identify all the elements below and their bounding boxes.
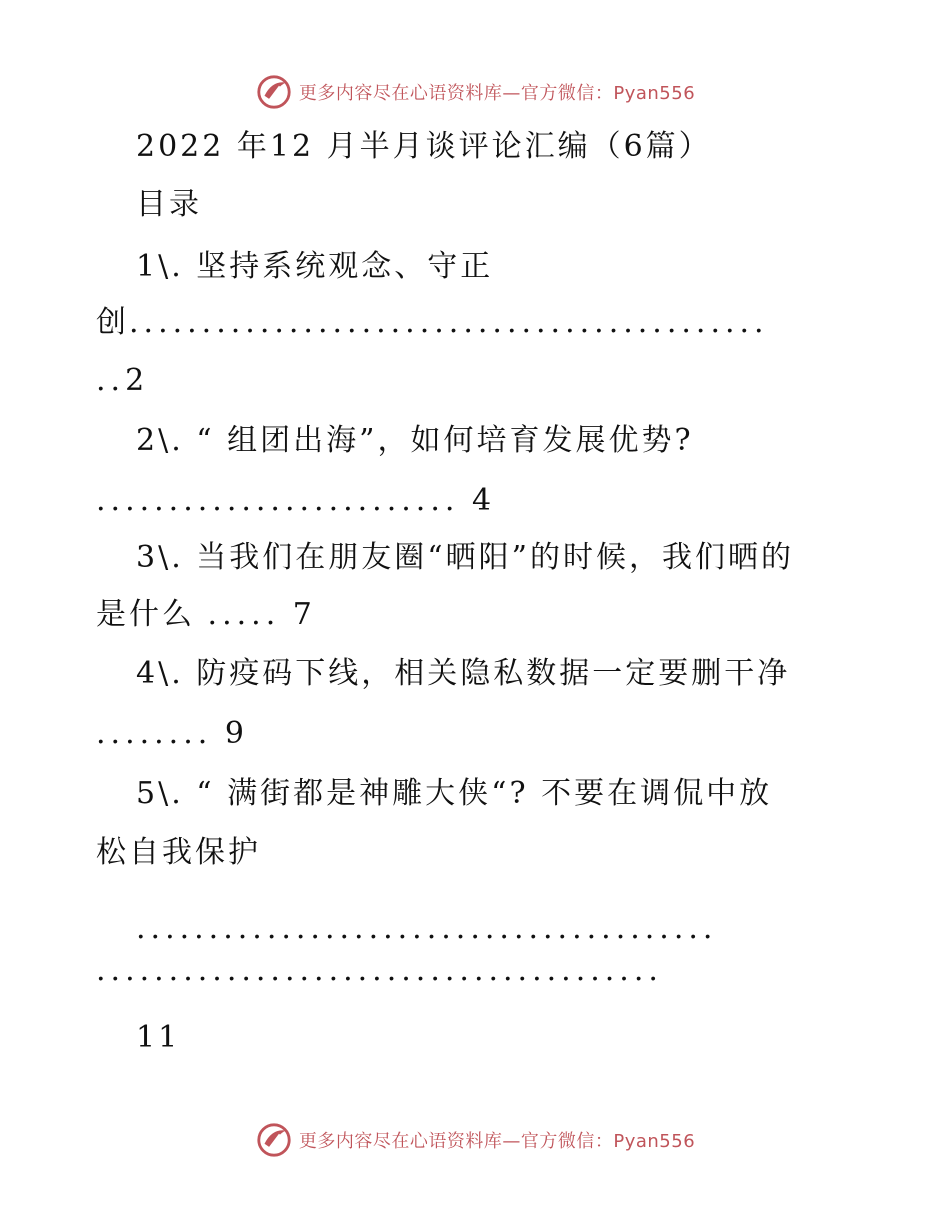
toc-entry-1-leader-cont: .. (96, 363, 126, 398)
toc-entry-1-title[interactable]: 1\. 坚持系统观念、守正 (136, 249, 494, 284)
toc-entry-4-leader: ........ (96, 716, 213, 751)
document-body (96, 118, 852, 1060)
toc-entry-2-leader: ......................... (96, 483, 460, 518)
toc-entry-3-title-cont: 是什么 (96, 597, 195, 632)
toc-entry-1-page-row[interactable] (96, 352, 852, 410)
toc-entry-4-title[interactable]: 4\. 防疫码下线，相关隐私数据一定要删干净 (136, 656, 791, 691)
toc-entry-5-title[interactable]: 5\. “ 满街都是神雕大侠“? 不要在调侃中放 (136, 776, 773, 811)
header-watermark (0, 72, 950, 112)
brand-logo-icon (255, 73, 293, 111)
document-title: 2022 年12 月半月谈评论汇编（6篇） (136, 129, 712, 164)
toc-entry-3-page: 7 (292, 597, 315, 632)
toc-entry-3-page-row[interactable] (96, 586, 852, 644)
watermark-text: 更多内容尽在心语资料库—官方微信：Pyan556 (298, 83, 696, 104)
toc-entry-5-title-cont: 松自我保护 (96, 835, 261, 870)
toc-entry-2-page-row[interactable] (96, 472, 852, 530)
watermark-text: 更多内容尽在心语资料库—官方微信：Pyan556 (298, 1131, 696, 1152)
toc-entry-2-title[interactable]: 2\. “ 组团出海”，如何培育发展优势? (136, 423, 694, 458)
toc-entry-1-page: 2 (125, 363, 148, 398)
toc-entry-4-page: 9 (224, 716, 247, 751)
toc-entry-1-leader-row[interactable] (96, 294, 852, 352)
toc-heading: 目录 (136, 187, 202, 222)
toc-entry-5-leader: ........................................ (136, 911, 718, 942)
toc-entry-3-leader: ..... (207, 597, 281, 632)
toc-entry-3-title[interactable]: 3\. 当我们在朋友圈“晒阳”的时候，我们晒的 (136, 540, 794, 575)
toc-entry-2-page: 4 (471, 483, 495, 518)
toc-entry-1-title-cont: 创 (96, 305, 129, 340)
footer-watermark (0, 1120, 950, 1160)
toc-entry-5-page[interactable]: 11 (136, 1020, 181, 1055)
toc-entry-5-leader-cont: ....................................... (96, 953, 663, 988)
toc-entry-4-page-row[interactable] (96, 704, 852, 764)
brand-logo-icon (255, 1121, 293, 1159)
toc-entry-1-leader: ............................................ (129, 305, 769, 340)
